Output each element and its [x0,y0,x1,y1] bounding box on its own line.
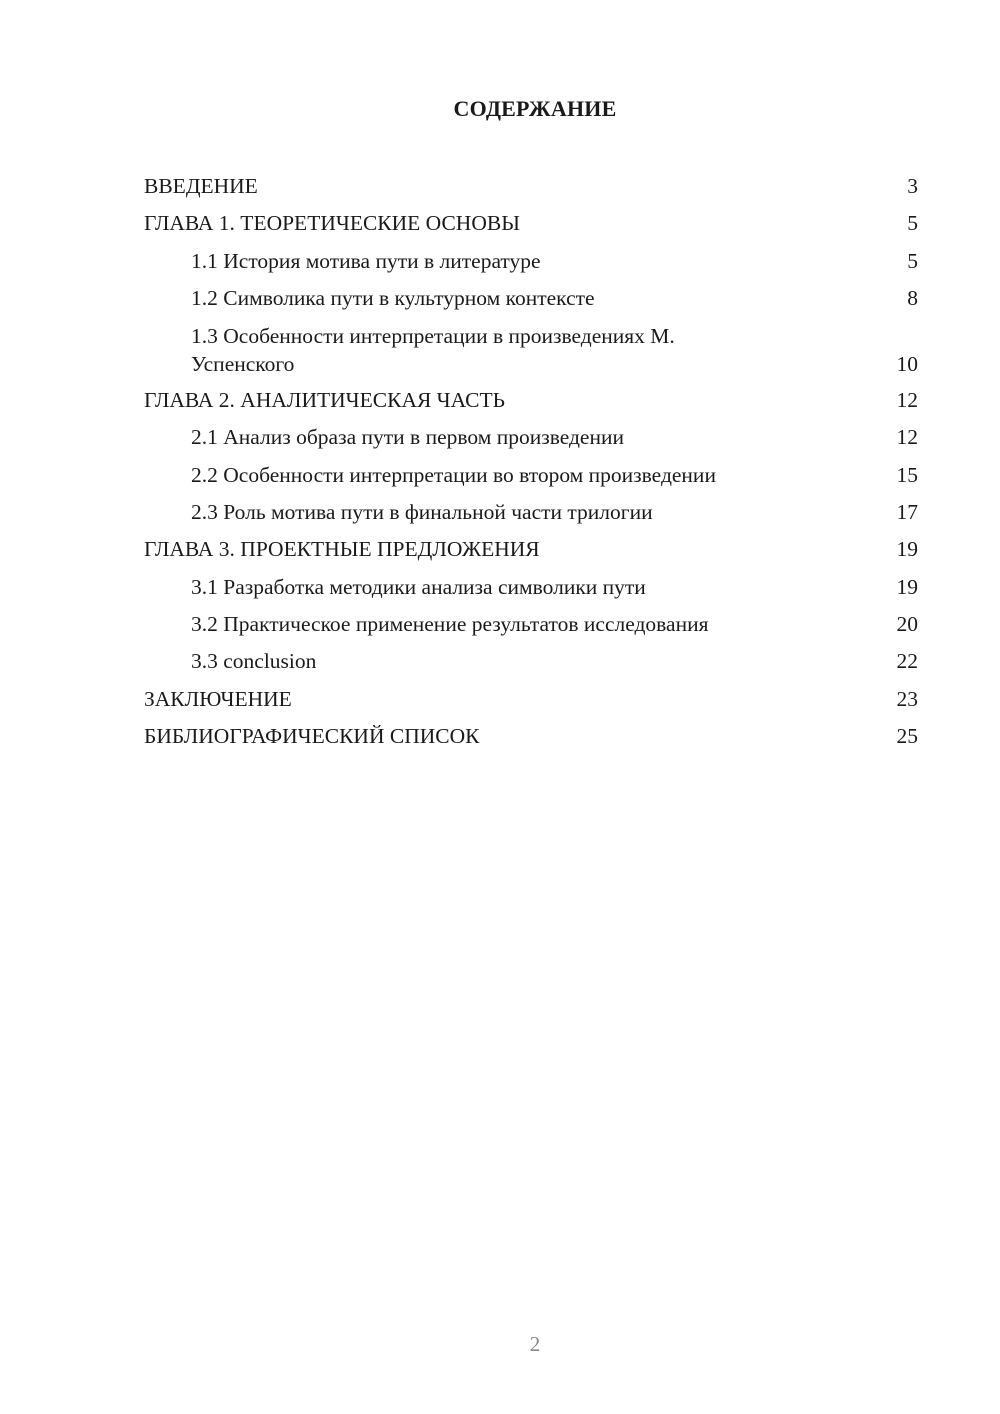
toc-entry-page: 8 [907,285,918,310]
toc-entry-section-3-2[interactable] [144,606,918,643]
toc-entry-label: 2.2 Особенности интерпретации во втором произведении [191,462,716,487]
toc-entry-label: ГЛАВА 1. ТЕОРЕТИЧЕСКИЕ ОСНОВЫ [144,211,520,236]
toc-entry-label: 3.1 Разработка методики анализа символики пути [191,574,646,599]
toc-entry-page: 15 [896,462,918,487]
toc-entry-chapter-2[interactable] [144,382,918,419]
toc-entry-page: 19 [896,537,918,562]
toc-entry-page: 3 [907,174,918,198]
toc-entry-page: 5 [907,211,918,236]
toc-entry-page: 25 [896,723,918,748]
toc-entry-page: 5 [907,248,918,273]
toc-entry-section-1-2[interactable] [144,280,918,317]
toc-entry-label: 2.3 Роль мотива пути в финальной части трилогии [191,500,653,525]
toc-entry-bibliography[interactable] [144,718,918,755]
page-number: 2 [529,1332,541,1356]
toc-entry-page: 10 [896,352,918,377]
toc-entry-label: 3.2 Практическое применение результатов исследования [191,611,709,636]
toc-entry-label: 1.2 Символика пути в культурном контексте [191,285,595,310]
toc-entry-page: 12 [896,388,918,413]
toc-entry-chapter-1[interactable] [144,205,918,242]
toc-entry-conclusion[interactable] [144,681,918,718]
toc-entry-section-3-3[interactable] [144,643,918,680]
toc-entry-introduction[interactable] [144,168,918,205]
toc-entry-section-2-3[interactable] [144,494,918,531]
toc-entry-section-1-1[interactable] [144,243,918,280]
toc-entry-label: 3.3 conclusion [191,649,317,674]
toc-entry-page: 20 [896,611,918,636]
toc-entry-label: ВВЕДЕНИЕ [144,174,258,198]
toc-entry-section-2-1[interactable] [144,419,918,456]
toc-entry-page: 12 [896,425,918,450]
page-title: СОДЕРЖАНИЕ [453,96,617,121]
toc-entry-page: 19 [896,574,918,599]
toc-entry-label: ЗАКЛЮЧЕНИЕ [144,686,292,711]
toc-entry-section-2-2[interactable] [144,457,918,494]
toc-entry-label: 2.1 Анализ образа пути в первом произведении [191,425,624,450]
toc-entry-label: ГЛАВА 3. ПРОЕКТНЫЕ ПРЕДЛОЖЕНИЯ [144,537,540,562]
toc-entry-label: 1.3 Особенности интерпретации в произведениях М. Успенского [191,324,675,377]
toc-entry-section-1-3[interactable] [144,317,918,382]
toc-entry-page: 22 [896,649,918,674]
toc-entry-section-3-1[interactable] [144,569,918,606]
table-of-contents [144,168,918,755]
toc-entry-label: ГЛАВА 2. АНАЛИТИЧЕСКАЯ ЧАСТЬ [144,388,505,413]
toc-entry-page: 23 [896,686,918,711]
toc-entry-chapter-3[interactable] [144,531,918,568]
toc-entry-label: 1.1 История мотива пути в литературе [191,248,541,273]
toc-entry-label: БИБЛИОГРАФИЧЕСКИЙ СПИСОК [144,723,480,748]
toc-entry-page: 17 [896,500,918,525]
